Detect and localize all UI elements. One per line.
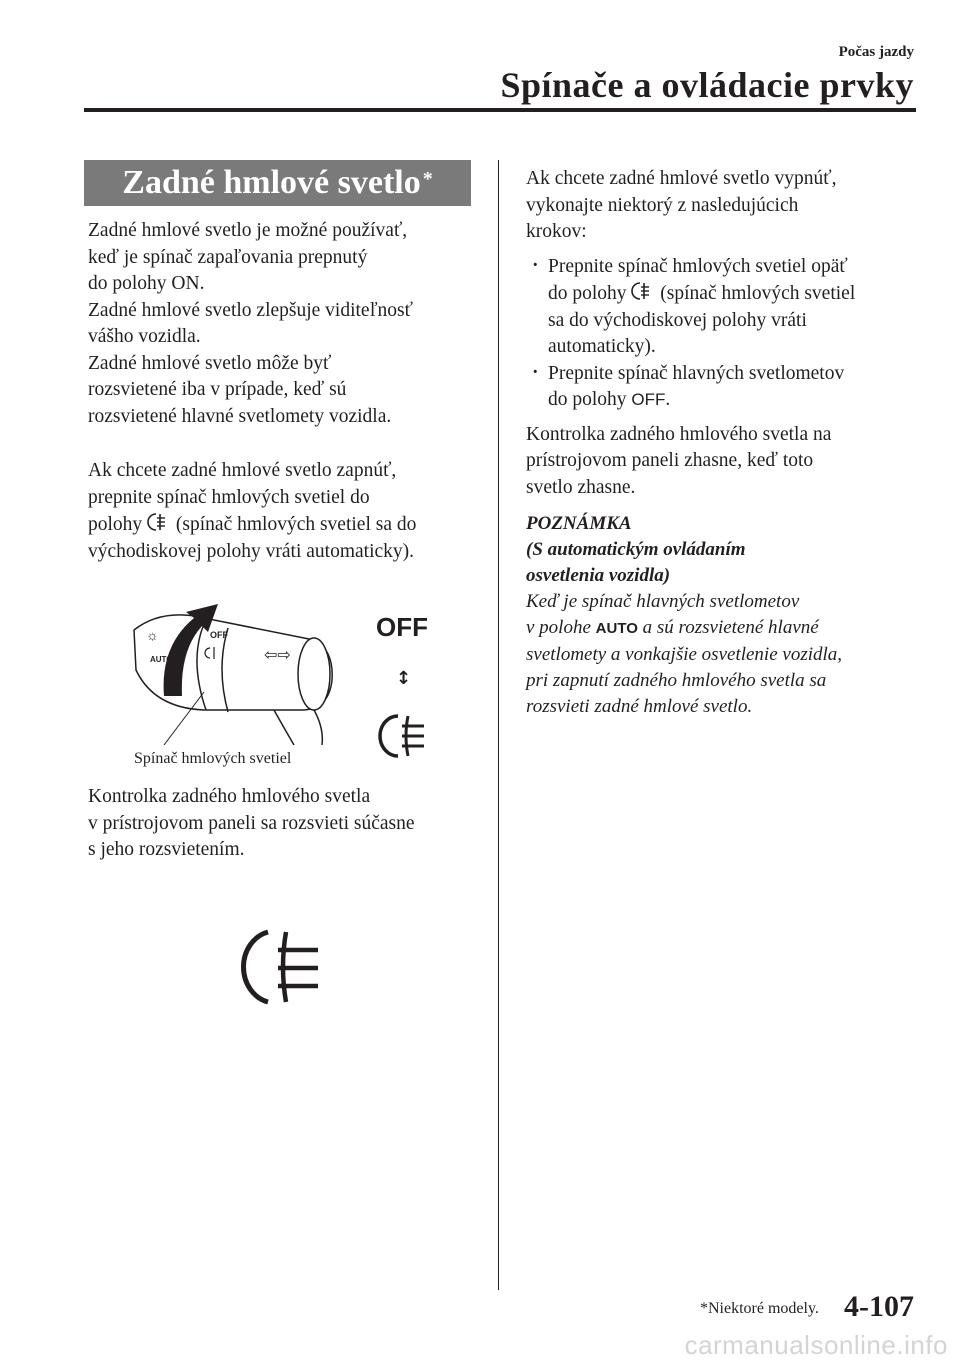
off-position-label: OFF xyxy=(376,612,428,642)
text-line: Kontrolka zadného hmlového svetla xyxy=(88,786,371,807)
section-asterisk: * xyxy=(422,167,433,190)
text-line: v polohe AUTO a sú rozsvietené hlavné xyxy=(526,617,819,638)
text-line: s jeho rozsvietením. xyxy=(88,839,245,860)
stalk-auto-label: AUTO xyxy=(150,655,173,664)
text-line: svetlo zhasne. xyxy=(526,476,636,498)
text-line: svetlomety a vonkajšie osvetlenie vozidla, xyxy=(526,644,843,665)
right-para-after xyxy=(526,422,916,502)
watermark: carmanualsonline.info xyxy=(684,1330,948,1360)
text-line: Zadné hmlové svetlo môže byť xyxy=(88,352,332,374)
off-token: OFF xyxy=(631,390,666,409)
text-line: krokov: xyxy=(526,221,587,242)
text-line: v prístrojovom paneli sa rozsvieti súčasne xyxy=(88,812,415,834)
rear-fog-light-icon xyxy=(147,511,171,533)
position-arrow: ↕ xyxy=(396,668,412,689)
svg-text:⇦⇨: ⇦⇨ xyxy=(264,645,291,664)
note-block xyxy=(526,511,916,720)
text-line: Ak chcete zadné hmlové svetlo vypnúť, xyxy=(526,168,837,189)
page-number: 4-107 xyxy=(844,1290,914,1323)
text-line: pri zapnutí zadného hmlového svetla sa xyxy=(526,670,827,691)
note-subheading: osvetlenia vozidla) xyxy=(526,565,671,586)
text-line: do polohy ON. xyxy=(88,273,205,294)
header-rule xyxy=(84,108,916,112)
text-line: Kontrolka zadného hmlového svetla na xyxy=(526,423,832,445)
text-line: vášho vozidla. xyxy=(88,326,201,347)
page-header-title: Spínače a ovládacie prvky xyxy=(500,65,914,105)
text-line: Zadné hmlové svetlo zlepšuje viditeľnosť xyxy=(88,299,413,321)
chapter-label: Počas jazdy xyxy=(838,44,914,60)
text-line: prístrojovom paneli zhasne, keď toto xyxy=(526,450,814,471)
fog-switch-illustration xyxy=(124,600,344,745)
text-line: Zadné hmlové svetlo je možné používať, xyxy=(88,220,408,241)
left-para-2 xyxy=(88,458,416,565)
svg-text:☼: ☼ xyxy=(146,627,159,643)
left-para-3 xyxy=(88,784,415,864)
column-divider xyxy=(498,160,499,1290)
right-column xyxy=(526,166,916,720)
auto-token: AUTO xyxy=(595,620,638,637)
list-item: · Prepnite spínač hmlových svetiel opäť do polohy (spínač hmlových svetiel sa do východiskovej polohy vráti automaticky). xyxy=(526,254,916,361)
text-line: rozsvietené iba v prípade, keď sú xyxy=(88,379,347,400)
rear-fog-light-icon xyxy=(631,280,655,302)
figure-caption: Spínač hmlových svetiel xyxy=(134,750,292,767)
text-line: východiskovej polohy vráti automaticky). xyxy=(88,540,415,562)
text-line: vykonajte niektorý z nasledujúcich xyxy=(526,194,799,216)
section-title: Zadné hmlové svetlo xyxy=(122,164,421,201)
section-title-bar xyxy=(84,160,471,206)
rear-fog-light-icon xyxy=(378,712,430,760)
text-line: rozsvietené hlavné svetlomety vozidla. xyxy=(88,405,392,427)
text-line: keď je spínač zapaľovania prepnutý xyxy=(88,246,368,268)
text-line: polohy (spínač hmlových svetiel sa do xyxy=(88,511,416,539)
text-line: Keď je spínač hlavných svetlometov xyxy=(526,591,800,612)
text-line: rozsvieti zadné hmlové svetlo. xyxy=(526,696,753,717)
note-subheading: (S automatickým ovládaním xyxy=(526,539,746,560)
rear-fog-indicator-icon xyxy=(232,926,324,1008)
note-heading: POZNÁMKA xyxy=(526,513,632,534)
footer-note: *Niektoré modely. xyxy=(700,1300,819,1317)
steps-list xyxy=(526,254,916,414)
text-line: Ak chcete zadné hmlové svetlo zapnúť, xyxy=(88,460,397,481)
text-line: prepnite spínač hmlových svetiel do xyxy=(88,486,370,508)
list-item: · Prepnite spínač hlavných svetlometov do polohy OFF. xyxy=(526,361,916,414)
left-para-1 xyxy=(88,218,413,430)
stalk-off-label: OFF xyxy=(210,630,228,640)
